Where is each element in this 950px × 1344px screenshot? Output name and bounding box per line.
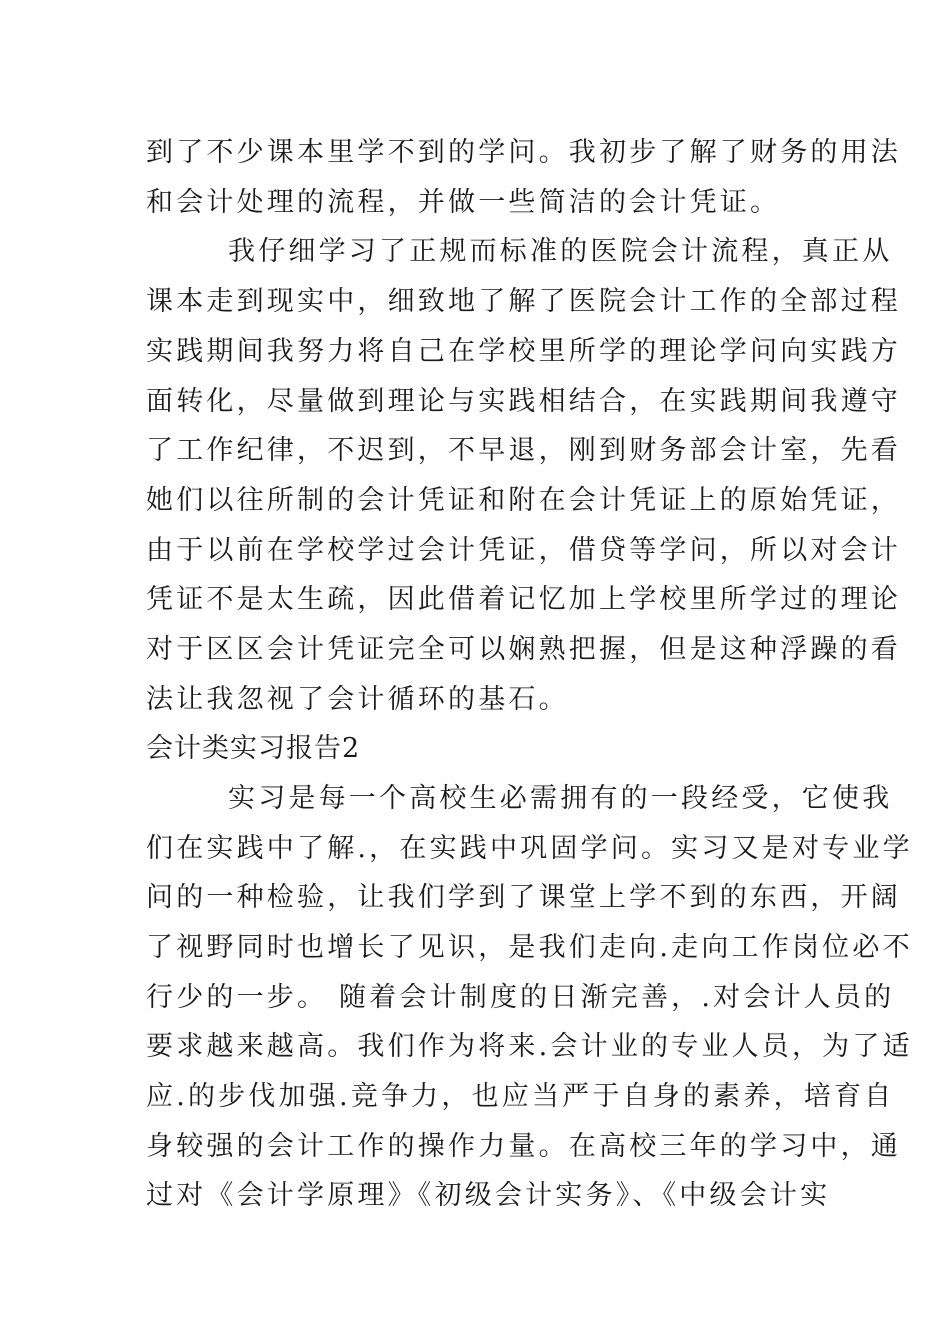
text-line: 过对《会计学原理》《初级会计实务》、《中级会计实 [146, 1180, 831, 1211]
text-line: 凭证不是太生疏，因此借着记忆加上学校里所学过的理论 [146, 584, 901, 615]
text-line: 她们以往所制的会计凭证和附在会计凭证上的原始凭证， [146, 485, 901, 516]
text-line: 要求越来越高。我们作为将来.会计业的专业人员，为了适 [146, 1031, 913, 1062]
text-line: 法让我忽视了会计循环的基石。 [146, 684, 569, 715]
text-line: 和会计处理的流程，并做一些简洁的会计凭证。 [146, 187, 781, 218]
text-line: 了视野同时也增长了见识，是我们走向.走向工作岗位必不 [146, 932, 913, 963]
text-line: 了工作纪律，不迟到，不早退，刚到财务部会计室，先看 [146, 435, 901, 466]
text-line: 们在实践中了解.，在实践中巩固学问。实习又是对专业学 [146, 833, 913, 864]
paragraph-first-line: 实习是每一个高校生必需拥有的一段经受，它使我 [228, 783, 893, 814]
text-line: 实践期间我努力将自己在学校里所学的理论学问向实践方 [146, 336, 901, 367]
text-line: 应.的步伐加强.竞争力，也应当严于自身的素养，培育自 [146, 1081, 895, 1112]
text-line: 对于区区会计凭证完全可以娴熟把握，但是这种浮躁的看 [146, 634, 901, 665]
text-line: 身较强的会计工作的操作力量。在高校三年的学习中，通 [146, 1131, 901, 1162]
text-line: 到了不少课本里学不到的学问。我初步了解了财务的用法 [146, 137, 901, 168]
paragraph-first-line: 我仔细学习了正规而标准的医院会计流程，真正从 [228, 236, 893, 267]
text-line: 行少的一步。 随着会计制度的日渐完善，.对会计人员的 [146, 982, 895, 1013]
text-line: 面转化，尽量做到理论与实践相结合，在实践期间我遵守 [146, 386, 901, 417]
section-heading: 会计类实习报告2 [146, 733, 361, 764]
text-line: 问的一种检验，让我们学到了课堂上学不到的东西，开阔 [146, 882, 901, 913]
text-line: 课本走到现实中，细致地了解了医院会计工作的全部过程 [146, 286, 901, 317]
text-line: 由于以前在学校学过会计凭证，借贷等学问，所以对会计 [146, 535, 901, 566]
